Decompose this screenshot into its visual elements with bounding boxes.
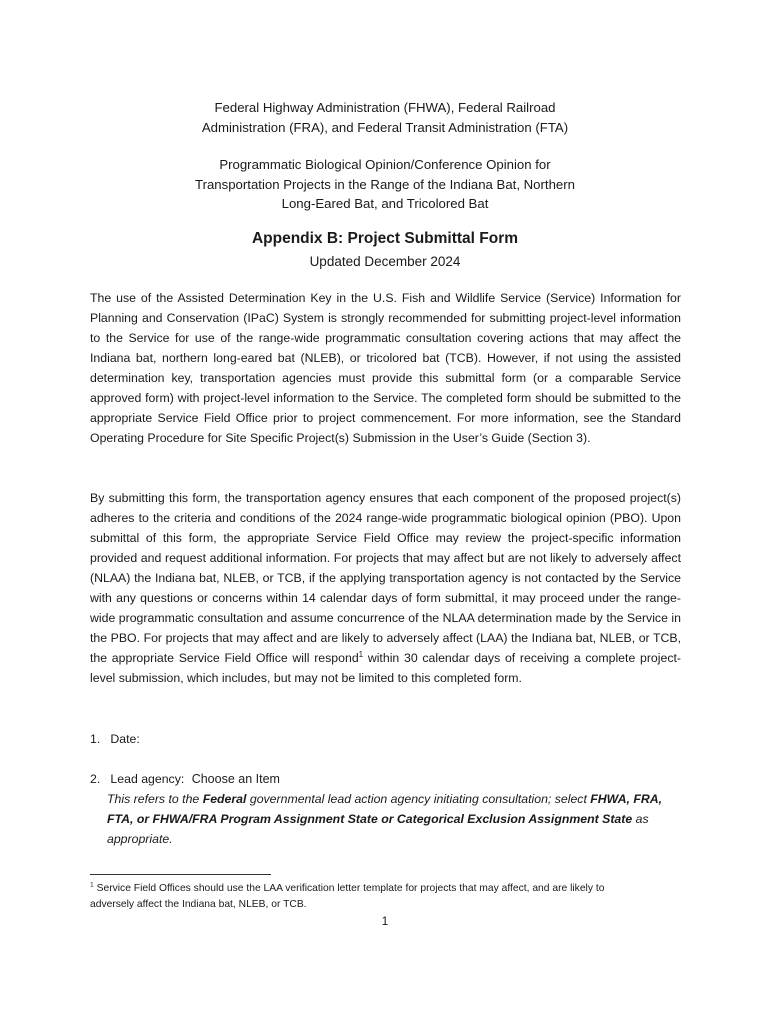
footnote-ref: 1 xyxy=(358,649,364,659)
agencies-heading xyxy=(90,98,680,137)
page-number: 1 xyxy=(381,914,389,928)
lead-agency-label: Lead agency: xyxy=(110,772,185,786)
item-number: 1. xyxy=(90,732,101,746)
form-item-date xyxy=(90,729,681,749)
agencies-line-2: Administration (FRA), and Federal Transit Administration (FTA) xyxy=(201,119,569,135)
note-text-c: governmental lead action agency initiating consultation; select xyxy=(246,792,591,806)
opinion-heading xyxy=(90,155,680,214)
footnote xyxy=(90,881,650,913)
opinion-line-2: Transportation Projects in the Range of the Indiana Bat, Northern xyxy=(195,176,575,192)
submission-paragraph xyxy=(90,488,681,688)
note-text-e: as appropriate. xyxy=(107,812,649,846)
form-item-lead-agency xyxy=(90,769,681,789)
intro-paragraph: The use of the Assisted Determination Key in the U.S. Fish and Wildlife Service (Service) Information for Planning and Conservation (IPaC) System is strongly recommended for submitting project-level information to the Service for use of the range-wide programmatic consultation covering actions that may affect the Indiana bat, northern long-eared bat (NLEB), or tricolored bat (TCB). However, if not using the assisted determination key, transportation agencies must provide this submittal form (or a comparable Service approved form) with project-level information to the Service. The completed form should be submitted to the appropriate Service Field Office prior to project commencement. For more information, see the Standard Operating Procedure for Site Specific Project(s) Submission in the User’s Guide (Section 3). xyxy=(90,291,681,445)
updated-date: Updated December 2024 xyxy=(309,254,461,269)
footnote-divider xyxy=(90,874,271,875)
date-label: Date: xyxy=(110,732,140,746)
opinion-line-3: Long-Eared Bat, and Tricolored Bat xyxy=(281,196,489,211)
footnote-text: Service Field Offices should use the LAA verification letter template for projects that may affect, and are likely to adversely affect the Indiana bat, NLEB, or TCB. xyxy=(90,883,605,910)
note-federal: Federal xyxy=(202,792,247,806)
note-options: FHWA, FRA, FTA, or FHWA/FRA Program Assignment State or Categorical Exclusion Assignment State xyxy=(107,792,663,826)
submission-text-a: By submitting this form, the transportation agency ensures that each component of the proposed project(s) adheres to the criteria and conditions of the 2024 range-wide programmatic biological opinion (PBO). Upon submittal of this form, the appropriate Service Field Office may review the project-specific information provided and request additional information. For projects that may affect but are not likely to adversely affect (NLAA) the Indiana bat, NLEB, or TCB, if the applying transportation agency is not contacted by the Service with any questions or concerns within 14 calendar days of form submittal, it may proceed under the range-wide programmatic consultation and assume concurrence of the NLAA determination made by the Service in the PBO. For projects that may affect and are likely to adversely affect (LAA) the Indiana bat, NLEB, or TCB, the appropriate Service Field Office will respond xyxy=(90,491,681,665)
agencies-line-1: Federal Highway Administration (FHWA), Federal Railroad xyxy=(214,100,556,115)
item-number: 2. xyxy=(90,772,101,786)
appendix-title: Appendix B: Project Submittal Form xyxy=(251,230,519,247)
submission-text-b: within 30 calendar days of receiving a complete project-level submission, which includes, but may not be limited to this completed form. xyxy=(90,651,681,685)
lead-agency-select[interactable]: Choose an Item xyxy=(191,772,280,786)
lead-agency-note xyxy=(107,789,667,849)
footnote-marker: 1 xyxy=(90,881,94,889)
opinion-line-1: Programmatic Biological Opinion/Conference Opinion for xyxy=(219,157,551,172)
note-text-a: This refers to the xyxy=(107,792,203,806)
